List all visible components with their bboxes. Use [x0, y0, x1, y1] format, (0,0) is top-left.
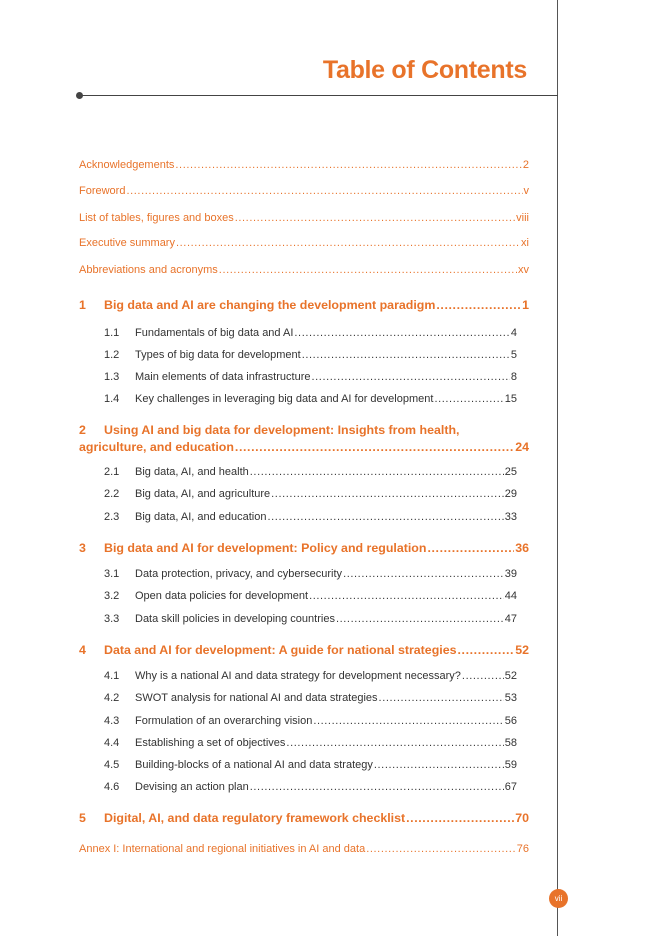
leader-dots	[458, 643, 515, 657]
toc-entry-page: xi	[521, 237, 529, 249]
toc-section-3-1[interactable]	[104, 568, 517, 580]
section-page: 52	[504, 670, 517, 682]
section-page: 8	[510, 371, 517, 383]
section-number: 3.1	[104, 568, 120, 580]
section-number: 4.2	[104, 692, 120, 704]
leader-dots	[176, 237, 520, 249]
section-page: 44	[504, 590, 517, 602]
leader-dots	[406, 811, 514, 825]
chapter-page: 1	[522, 298, 529, 312]
toc-section-1-3[interactable]	[104, 371, 517, 383]
section-label: Big data, AI, and health	[135, 466, 249, 478]
chapter-label-line-2: agriculture, and education	[79, 440, 234, 454]
chapter-number: 1	[79, 298, 86, 312]
page-number-badge: vii	[549, 889, 568, 908]
toc-chapter-2[interactable]	[79, 423, 529, 454]
chapter-label-line-1: Using AI and big data for development: Insights from health,	[104, 423, 460, 437]
toc-section-4-5[interactable]	[104, 759, 517, 771]
toc-chapter-3[interactable]	[79, 541, 529, 555]
toc-section-4-2[interactable]	[104, 692, 517, 704]
section-label: Fundamentals of big data and AI	[135, 327, 294, 339]
section-number: 1.2	[104, 349, 120, 361]
title-rule	[80, 95, 558, 96]
chapter-label: Data and AI for development: A guide for national strategies	[104, 643, 457, 657]
toc-section-4-4[interactable]	[104, 737, 517, 749]
section-number: 2.3	[104, 511, 120, 523]
toc-entry-page: viii	[516, 212, 529, 224]
leader-dots	[235, 212, 515, 224]
leader-dots	[462, 670, 504, 682]
section-number: 3.3	[104, 613, 120, 625]
leader-dots	[235, 440, 514, 454]
leader-dots	[286, 737, 503, 749]
toc-entry-page: v	[523, 185, 529, 197]
toc-section-2-3[interactable]	[104, 511, 517, 523]
section-number: 1.3	[104, 371, 120, 383]
section-label: SWOT analysis for national AI and data strategies	[135, 692, 378, 704]
section-label: Data skill policies in developing countries	[135, 613, 335, 625]
leader-dots	[271, 488, 504, 500]
leader-dots	[311, 371, 509, 383]
leader-dots	[427, 541, 514, 555]
section-label: Establishing a set of objectives	[135, 737, 286, 749]
section-page: 15	[504, 393, 517, 405]
chapter-number: 5	[79, 811, 86, 825]
section-number: 2.2	[104, 488, 120, 500]
section-label: Data protection, privacy, and cybersecurity	[135, 568, 343, 580]
leader-dots	[250, 466, 504, 478]
toc-entry-foreword[interactable]	[79, 185, 529, 197]
toc-entry-abbreviations[interactable]	[79, 264, 529, 276]
section-number: 4.1	[104, 670, 120, 682]
leader-dots	[379, 692, 504, 704]
chapter-page: 70	[515, 811, 529, 825]
toc-section-2-2[interactable]	[104, 488, 517, 500]
section-page: 53	[504, 692, 517, 704]
chapter-label: Digital, AI, and data regulatory framework checklist	[104, 811, 406, 825]
section-page: 39	[504, 568, 517, 580]
toc-entry-label: Foreword	[79, 185, 126, 197]
leader-dots	[309, 590, 504, 602]
chapter-number: 4	[79, 643, 86, 657]
section-label: Big data, AI, and education	[135, 511, 267, 523]
toc-entry-acknowledgements[interactable]	[79, 159, 529, 171]
leader-dots	[250, 781, 504, 793]
chapter-label: Big data and AI for development: Policy and regulation	[104, 541, 427, 555]
section-page: 29	[504, 488, 517, 500]
section-label: Big data, AI, and agriculture	[135, 488, 271, 500]
toc-chapter-1[interactable]	[79, 298, 529, 312]
chapter-number: 2	[79, 423, 86, 437]
section-page: 58	[504, 737, 517, 749]
section-number: 4.3	[104, 715, 120, 727]
page-title: Table of Contents	[322, 56, 527, 84]
toc-entry-page: 76	[516, 843, 529, 855]
section-label: Devising an action plan	[135, 781, 249, 793]
leader-dots	[374, 759, 504, 771]
section-label: Building-blocks of a national AI and data strategy	[135, 759, 373, 771]
toc-section-3-3[interactable]	[104, 613, 517, 625]
leader-dots	[313, 715, 503, 727]
toc-chapter-5[interactable]	[79, 811, 529, 825]
section-number: 1.4	[104, 393, 120, 405]
section-label: Why is a national AI and data strategy for development necessary?	[135, 670, 461, 682]
section-page: 59	[504, 759, 517, 771]
toc-section-1-4[interactable]	[104, 393, 517, 405]
toc-entry-label: Executive summary	[79, 237, 175, 249]
leader-dots	[294, 327, 509, 339]
leader-dots	[126, 185, 522, 197]
leader-dots	[268, 511, 504, 523]
toc-entry-annex-1[interactable]	[79, 843, 529, 855]
toc-section-4-1[interactable]	[104, 670, 517, 682]
chapter-page: 24	[515, 440, 529, 454]
section-page: 4	[510, 327, 517, 339]
leader-dots	[434, 393, 503, 405]
section-page: 67	[504, 781, 517, 793]
toc-entry-page: xv	[518, 264, 529, 276]
toc-section-2-1[interactable]	[104, 466, 517, 478]
section-label: Formulation of an overarching vision	[135, 715, 313, 727]
leader-dots	[336, 613, 504, 625]
section-label: Main elements of data infrastructure	[135, 371, 311, 383]
toc-entry-label: Annex I: International and regional initiatives in AI and data	[79, 843, 366, 855]
title-rule-dot	[76, 92, 83, 99]
section-page: 5	[510, 349, 517, 361]
leader-dots	[343, 568, 504, 580]
leader-dots	[436, 298, 521, 312]
chapter-label: Big data and AI are changing the development paradigm	[104, 298, 436, 312]
section-number: 4.4	[104, 737, 120, 749]
section-number: 2.1	[104, 466, 120, 478]
section-page: 25	[504, 466, 517, 478]
toc-entry-label: List of tables, figures and boxes	[79, 212, 234, 224]
toc-entry-label: Abbreviations and acronyms	[79, 264, 218, 276]
leader-dots	[302, 349, 510, 361]
toc-section-3-2[interactable]	[104, 590, 517, 602]
toc-section-1-2[interactable]	[104, 349, 517, 361]
leader-dots	[366, 843, 516, 855]
section-number: 1.1	[104, 327, 120, 339]
chapter-page: 36	[515, 541, 529, 555]
section-page: 47	[504, 613, 517, 625]
toc-chapter-4[interactable]	[79, 643, 529, 657]
toc-entry-label: Acknowledgements	[79, 159, 175, 171]
toc-section-4-3[interactable]	[104, 715, 517, 727]
section-page: 33	[504, 511, 517, 523]
section-label: Open data policies for development	[135, 590, 309, 602]
margin-rule-vertical	[557, 0, 558, 936]
section-label: Types of big data for development	[135, 349, 301, 361]
toc-section-4-6[interactable]	[104, 781, 517, 793]
leader-dots	[219, 264, 517, 276]
toc-section-1-1[interactable]	[104, 327, 517, 339]
toc-entry-list-of-tables[interactable]	[79, 212, 529, 224]
chapter-page: 52	[515, 643, 529, 657]
section-number: 4.6	[104, 781, 120, 793]
leader-dots	[175, 159, 521, 171]
section-number: 4.5	[104, 759, 120, 771]
toc-entry-executive-summary[interactable]	[79, 237, 529, 249]
section-label: Key challenges in leveraging big data and AI for development	[135, 393, 434, 405]
toc-entry-page: 2	[522, 159, 529, 171]
section-number: 3.2	[104, 590, 120, 602]
chapter-number: 3	[79, 541, 86, 555]
section-page: 56	[504, 715, 517, 727]
